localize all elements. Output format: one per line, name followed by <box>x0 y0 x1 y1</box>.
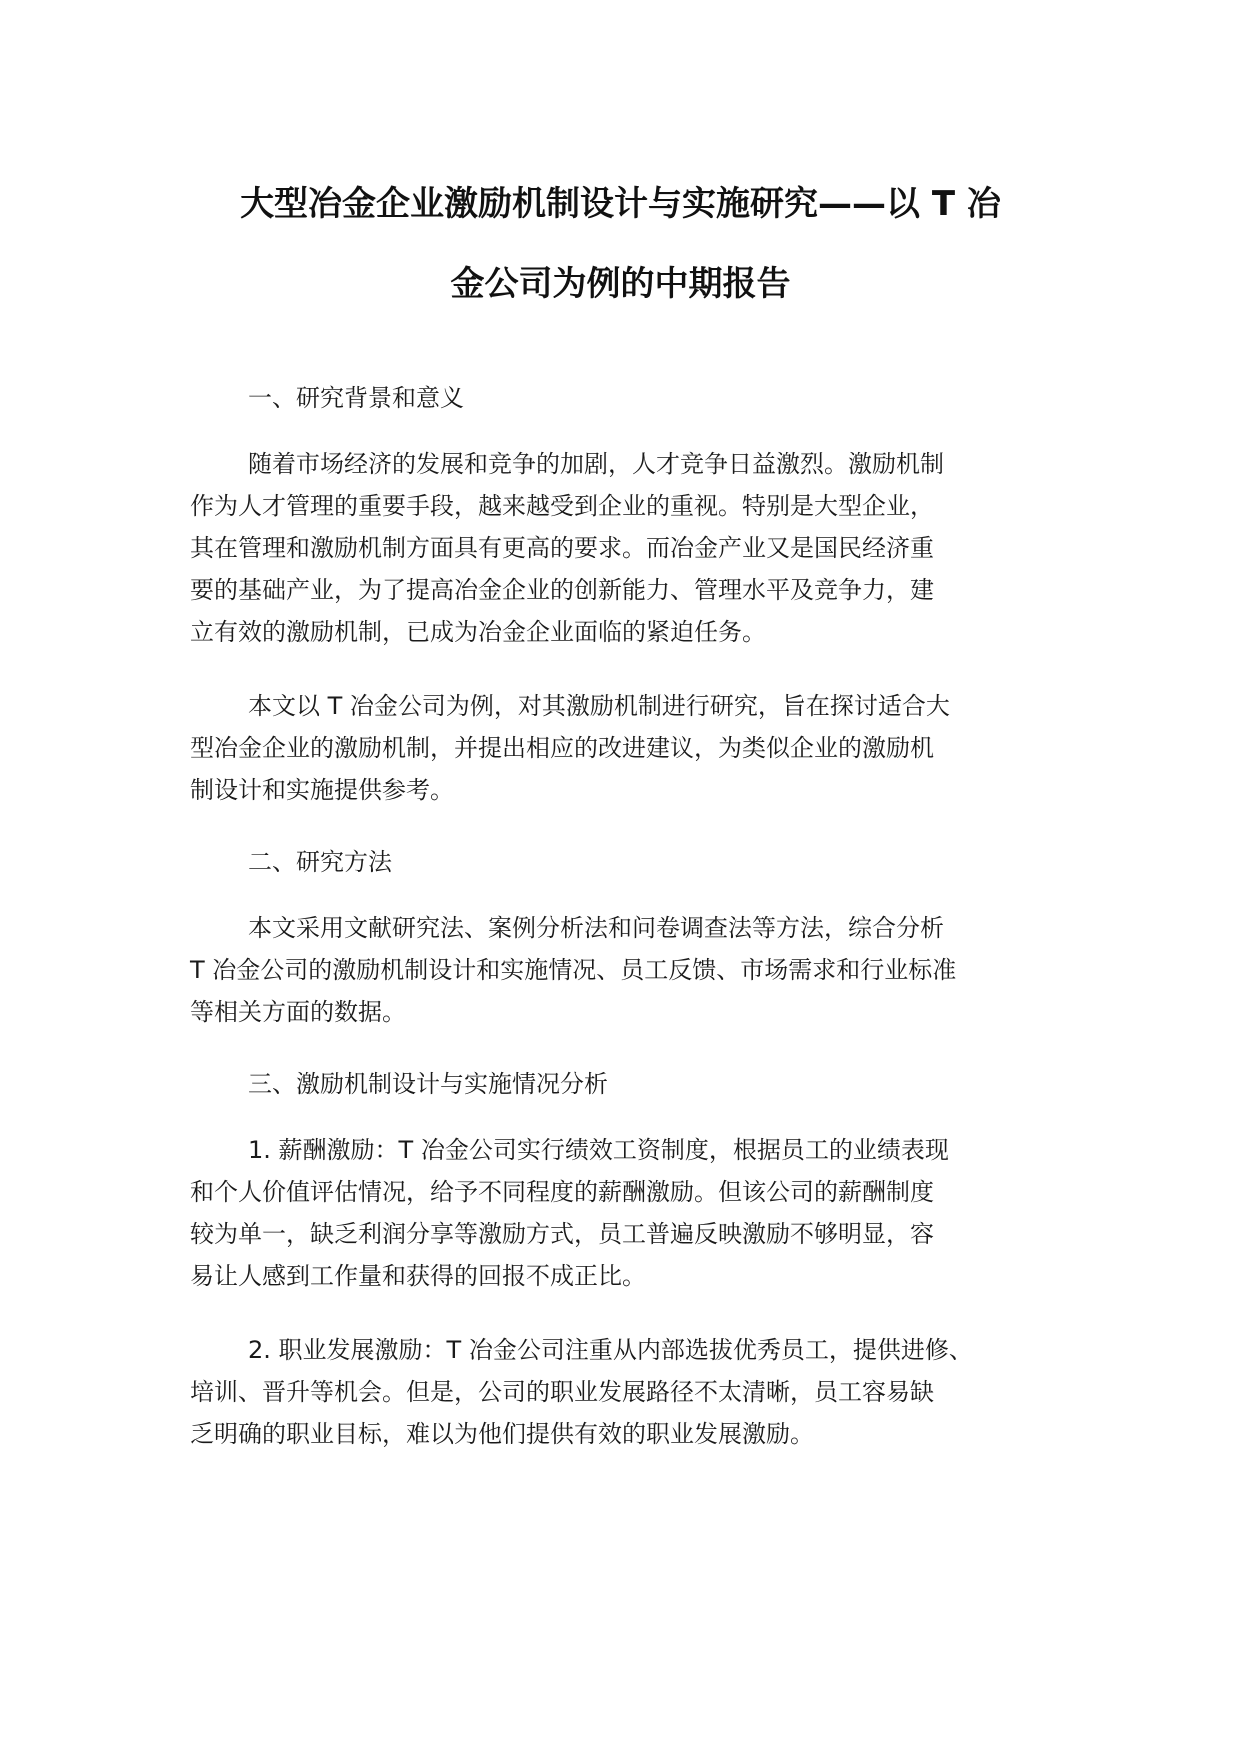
section-heading: 二、研究方法 <box>248 848 392 876</box>
section-heading: 三、激励机制设计与实施情况分析 <box>248 1070 608 1098</box>
paragraph-line: 培训、晋升等机会。但是，公司的职业发展路径不太清晰，员工容易缺 <box>190 1378 934 1406</box>
paragraph-line: 等相关方面的数据。 <box>190 998 406 1026</box>
paragraph-line: 制设计和实施提供参考。 <box>190 776 454 804</box>
paragraph-line: 较为单一，缺乏利润分享等激励方式，员工普遍反映激励不够明显，容 <box>190 1220 934 1248</box>
paragraph-line: 其在管理和激励机制方面具有更高的要求。而冶金产业又是国民经济重 <box>190 534 934 562</box>
paragraph-line: 随着市场经济的发展和竞争的加剧，人才竞争日益激烈。激励机制 <box>248 450 944 478</box>
paragraph-line: 本文采用文献研究法、案例分析法和问卷调查法等方法，综合分析 <box>248 914 944 942</box>
document-title-line-1: 大型冶金企业激励机制设计与实施研究——以 T 冶 <box>240 184 1001 224</box>
paragraph-line: 作为人才管理的重要手段，越来越受到企业的重视。特别是大型企业， <box>190 492 934 520</box>
paragraph-line: T 冶金公司的激励机制设计和实施情况、员工反馈、市场需求和行业标准 <box>190 956 957 984</box>
paragraph-line: 和个人价值评估情况，给予不同程度的薪酬激励。但该公司的薪酬制度 <box>190 1178 934 1206</box>
paragraph-line: 立有效的激励机制，已成为冶金企业面临的紧迫任务。 <box>190 618 766 646</box>
paragraph-line: 乏明确的职业目标，难以为他们提供有效的职业发展激励。 <box>190 1420 814 1448</box>
section-heading: 一、研究背景和意义 <box>248 384 464 412</box>
paragraph-line: 要的基础产业，为了提高冶金企业的创新能力、管理水平及竞争力，建 <box>190 576 934 604</box>
paragraph-line: 1. 薪酬激励：T 冶金公司实行绩效工资制度，根据员工的业绩表现 <box>248 1136 949 1164</box>
document-title-line-2: 金公司为例的中期报告 <box>450 264 791 304</box>
paragraph-line: 型冶金企业的激励机制，并提出相应的改进建议，为类似企业的激励机 <box>190 734 934 762</box>
paragraph-line: 本文以 T 冶金公司为例，对其激励机制进行研究，旨在探讨适合大 <box>248 692 950 720</box>
paragraph-line: 易让人感到工作量和获得的回报不成正比。 <box>190 1262 646 1290</box>
paragraph-line: 2. 职业发展激励：T 冶金公司注重从内部选拔优秀员工，提供进修、 <box>248 1336 973 1364</box>
